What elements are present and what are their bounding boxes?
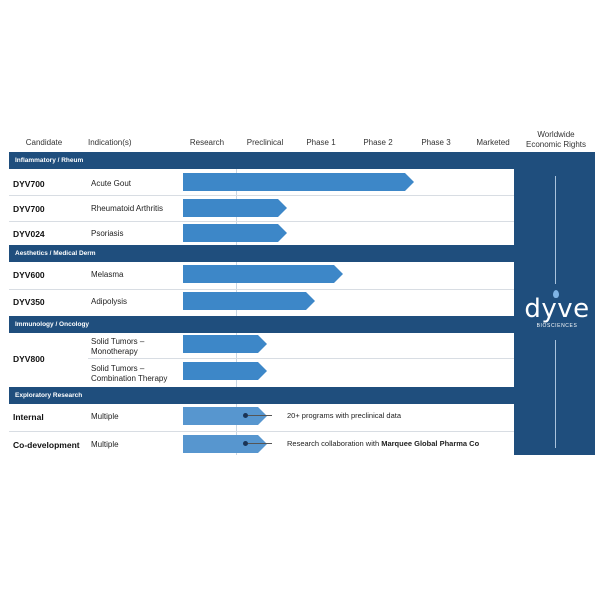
connector-line: [248, 443, 272, 444]
dyve-logo: [522, 296, 592, 329]
header-phase-2: Phase 2: [363, 138, 393, 147]
header-phase-1: Phase 1: [306, 138, 336, 147]
candidate-label: Internal: [13, 412, 44, 422]
progress-bar-solid-tumors-monotherapy: [183, 335, 258, 353]
header-marketed: Marketed: [476, 138, 510, 147]
row-divider: [9, 221, 514, 222]
indication-label: Multiple: [91, 440, 119, 449]
logo-subtitle: BIOSCIENCES: [536, 323, 578, 329]
candidate-label: DYV600: [13, 270, 45, 280]
indication-label: [91, 337, 144, 357]
row-divider: [9, 195, 514, 196]
candidate-label: Co-development: [13, 440, 80, 450]
section-immunology-oncology: Immunology / Oncology: [9, 316, 514, 333]
candidate-label: DYV024: [13, 229, 45, 239]
header-worldwide-rights: [514, 130, 598, 150]
header-research: Research: [189, 138, 225, 147]
progress-bar-rheumatoid-arthritis: [183, 199, 278, 217]
indication-label: Psoriasis: [91, 229, 124, 238]
section-exploratory-research: Exploratory Research: [9, 387, 514, 404]
row-divider: [9, 289, 514, 290]
logo-word: dyve: [524, 294, 590, 324]
indication-line: Combination Therapy: [91, 374, 168, 383]
header-rights-line1: Worldwide: [537, 130, 575, 139]
note-co-development: [287, 439, 479, 448]
indication-label: Rheumatoid Arthritis: [91, 204, 164, 213]
note-internal: 20+ programs with preclinical data: [287, 411, 402, 420]
progress-bar-acute-gout: [183, 173, 405, 191]
header-indication: Indication(s): [88, 138, 132, 147]
row-divider: [9, 431, 514, 432]
row-divider: [88, 358, 514, 359]
indication-line: Solid Tumors –: [91, 364, 145, 373]
note-partner: Marquee Global Pharma Co: [381, 439, 480, 448]
indication-label: [91, 364, 167, 384]
section-aesthetics-medical-derm: Aesthetics / Medical Derm: [9, 245, 514, 262]
candidate-label: DYV700: [13, 179, 45, 189]
header-rights-line2: Economic Rights: [525, 140, 587, 149]
section-inflammatory-rheum: Inflammatory / Rheum: [9, 152, 514, 169]
progress-bar-psoriasis: [183, 224, 278, 242]
indication-label: Acute Gout: [91, 179, 132, 188]
progress-bar-solid-tumors-combination: [183, 362, 258, 380]
progress-bar-melasma: [183, 265, 334, 283]
section-rights-band: [514, 152, 595, 169]
candidate-label: DYV700: [13, 204, 45, 214]
connector-line: [248, 415, 272, 416]
rights-line-top: [555, 176, 556, 284]
header-candidate: Candidate: [25, 138, 63, 147]
note-prefix: Research collaboration with: [287, 439, 382, 448]
rights-line-bottom: [555, 340, 556, 448]
indication-label: Multiple: [91, 412, 119, 421]
candidate-label: DYV350: [13, 297, 45, 307]
candidate-label: DYV800: [13, 354, 45, 364]
header-preclinical: Preclinical: [246, 138, 284, 147]
header-phase-3: Phase 3: [421, 138, 451, 147]
progress-bar-adipolysis: [183, 292, 306, 310]
indication-label: Adipolysis: [91, 297, 128, 306]
indication-line: Solid Tumors –: [91, 337, 145, 346]
indication-label: Melasma: [91, 270, 124, 279]
indication-line: Monotherapy: [91, 347, 138, 356]
